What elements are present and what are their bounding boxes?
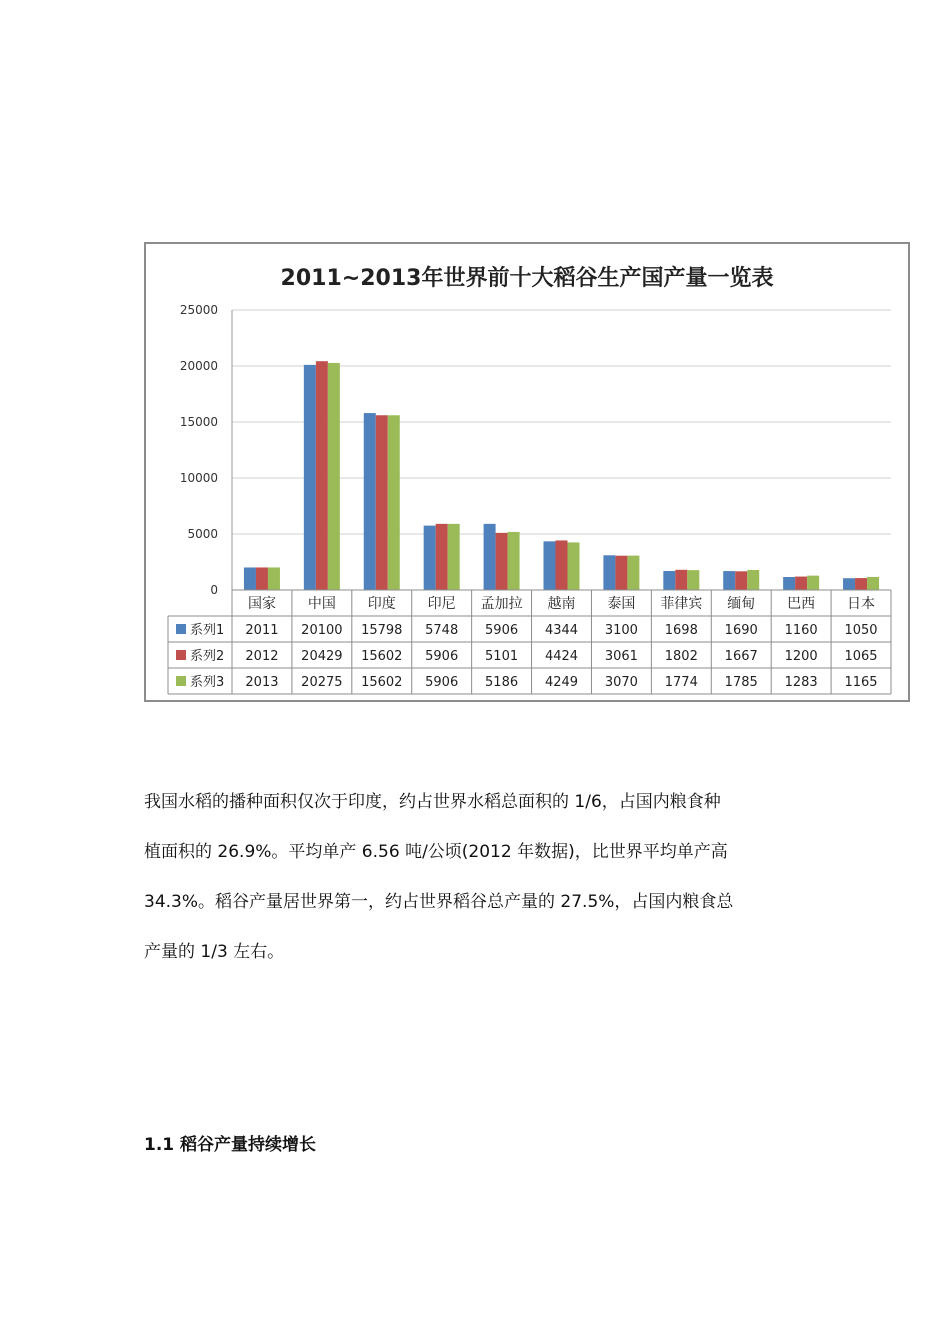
table-value: 1698 bbox=[664, 623, 698, 638]
y-tick-label: 10000 bbox=[179, 471, 218, 485]
legend-label: 系列1 bbox=[190, 623, 225, 638]
bar bbox=[723, 571, 735, 590]
bar bbox=[268, 567, 280, 590]
table-value: 15602 bbox=[361, 649, 403, 664]
category-label: 印度 bbox=[367, 596, 396, 612]
table-value: 1690 bbox=[724, 623, 758, 638]
category-label: 菲律宾 bbox=[660, 596, 703, 612]
legend-swatch bbox=[176, 676, 186, 686]
bar bbox=[687, 570, 699, 590]
chart-data-table bbox=[168, 590, 891, 694]
y-tick-label: 15000 bbox=[179, 415, 218, 429]
table-value: 1283 bbox=[784, 675, 818, 690]
table-value: 1165 bbox=[844, 675, 878, 690]
paragraph-line: 产量的 1/3 左右。 bbox=[144, 942, 285, 962]
bar bbox=[508, 532, 520, 590]
legend-label: 系列2 bbox=[190, 649, 225, 664]
bar bbox=[568, 542, 580, 590]
table-value: 1785 bbox=[724, 675, 758, 690]
bar bbox=[843, 578, 855, 590]
bar bbox=[364, 413, 376, 590]
bar bbox=[783, 577, 795, 590]
category-label: 中国 bbox=[307, 596, 336, 612]
bar bbox=[615, 556, 627, 590]
paragraph-line: 34.3%。稻谷产量居世界第一，约占世界稻谷总产量的 27.5%，占国内粮食总 bbox=[144, 892, 734, 912]
bar bbox=[627, 556, 639, 590]
table-value: 20275 bbox=[301, 675, 343, 690]
table-value: 2012 bbox=[245, 649, 279, 664]
y-tick-label: 25000 bbox=[179, 303, 218, 317]
category-label: 日本 bbox=[847, 596, 876, 612]
bar bbox=[448, 524, 460, 590]
bar bbox=[663, 571, 675, 590]
table-value: 2011 bbox=[245, 623, 279, 638]
y-axis-ticks bbox=[180, 303, 218, 597]
chart-title: 2011~2013年世界前十大稻谷生产国产量一览表 bbox=[280, 266, 774, 291]
y-tick-label: 5000 bbox=[187, 527, 218, 541]
bar bbox=[747, 570, 759, 590]
table-value: 3061 bbox=[604, 649, 638, 664]
table-value: 5186 bbox=[485, 675, 519, 690]
y-tick-label: 20000 bbox=[179, 359, 218, 373]
table-value: 5906 bbox=[425, 675, 459, 690]
bar bbox=[556, 540, 568, 590]
table-value: 15798 bbox=[361, 623, 403, 638]
bar bbox=[376, 415, 388, 590]
bar bbox=[436, 524, 448, 590]
bar bbox=[603, 555, 615, 590]
table-value: 2013 bbox=[245, 675, 279, 690]
category-label: 印尼 bbox=[427, 596, 456, 612]
table-value: 4344 bbox=[544, 623, 579, 638]
bar bbox=[855, 578, 867, 590]
bar bbox=[256, 567, 268, 590]
legend-swatch bbox=[176, 650, 186, 660]
bar bbox=[496, 533, 508, 590]
table-value: 4249 bbox=[544, 675, 579, 690]
category-label: 孟加拉 bbox=[480, 596, 523, 612]
category-label: 泰国 bbox=[607, 596, 636, 612]
table-value: 3100 bbox=[604, 623, 638, 638]
table-value: 1065 bbox=[844, 649, 878, 664]
category-label: 国家 bbox=[247, 596, 276, 612]
bar-chart bbox=[146, 244, 908, 700]
bar bbox=[304, 365, 316, 590]
category-label: 越南 bbox=[547, 596, 576, 612]
bar bbox=[807, 576, 819, 590]
bar bbox=[328, 363, 340, 590]
table-value: 1050 bbox=[844, 623, 878, 638]
table-value: 1774 bbox=[664, 675, 698, 690]
table-value: 5748 bbox=[425, 623, 459, 638]
legend-label: 系列3 bbox=[190, 675, 225, 690]
bar bbox=[735, 571, 747, 590]
table-value: 20100 bbox=[301, 623, 343, 638]
category-label: 缅甸 bbox=[727, 596, 756, 612]
table-value: 5906 bbox=[425, 649, 459, 664]
table-value: 5906 bbox=[485, 623, 519, 638]
y-tick-label: 0 bbox=[210, 583, 218, 597]
legend-swatch bbox=[176, 624, 186, 634]
bar bbox=[867, 577, 879, 590]
bar bbox=[424, 526, 436, 590]
category-label: 巴西 bbox=[787, 596, 816, 612]
bar bbox=[675, 570, 687, 590]
paragraph-line: 植面积的 26.9%。平均单产 6.56 吨/公顷(2012 年数据)，比世界平均单产高 bbox=[144, 842, 728, 862]
bar bbox=[388, 415, 400, 590]
table-value: 3070 bbox=[604, 675, 638, 690]
bar bbox=[544, 541, 556, 590]
table-value: 5101 bbox=[485, 649, 519, 664]
bar bbox=[795, 577, 807, 590]
table-value: 4424 bbox=[544, 649, 579, 664]
bar bbox=[484, 524, 496, 590]
bar bbox=[316, 361, 328, 590]
table-value: 1200 bbox=[784, 649, 818, 664]
table-value: 1802 bbox=[664, 649, 698, 664]
table-value: 15602 bbox=[361, 675, 403, 690]
bar bbox=[244, 567, 256, 590]
table-value: 1667 bbox=[724, 649, 758, 664]
section-heading: 1.1 稻谷产量持续增长 bbox=[144, 1135, 317, 1155]
paragraph-line: 我国水稻的播种面积仅次于印度，约占世界水稻总面积的 1/6，占国内粮食种 bbox=[144, 792, 721, 812]
bar-chart-figure bbox=[144, 242, 910, 702]
chart-bars bbox=[244, 361, 879, 590]
table-value: 20429 bbox=[301, 649, 343, 664]
table-value: 1160 bbox=[784, 623, 818, 638]
